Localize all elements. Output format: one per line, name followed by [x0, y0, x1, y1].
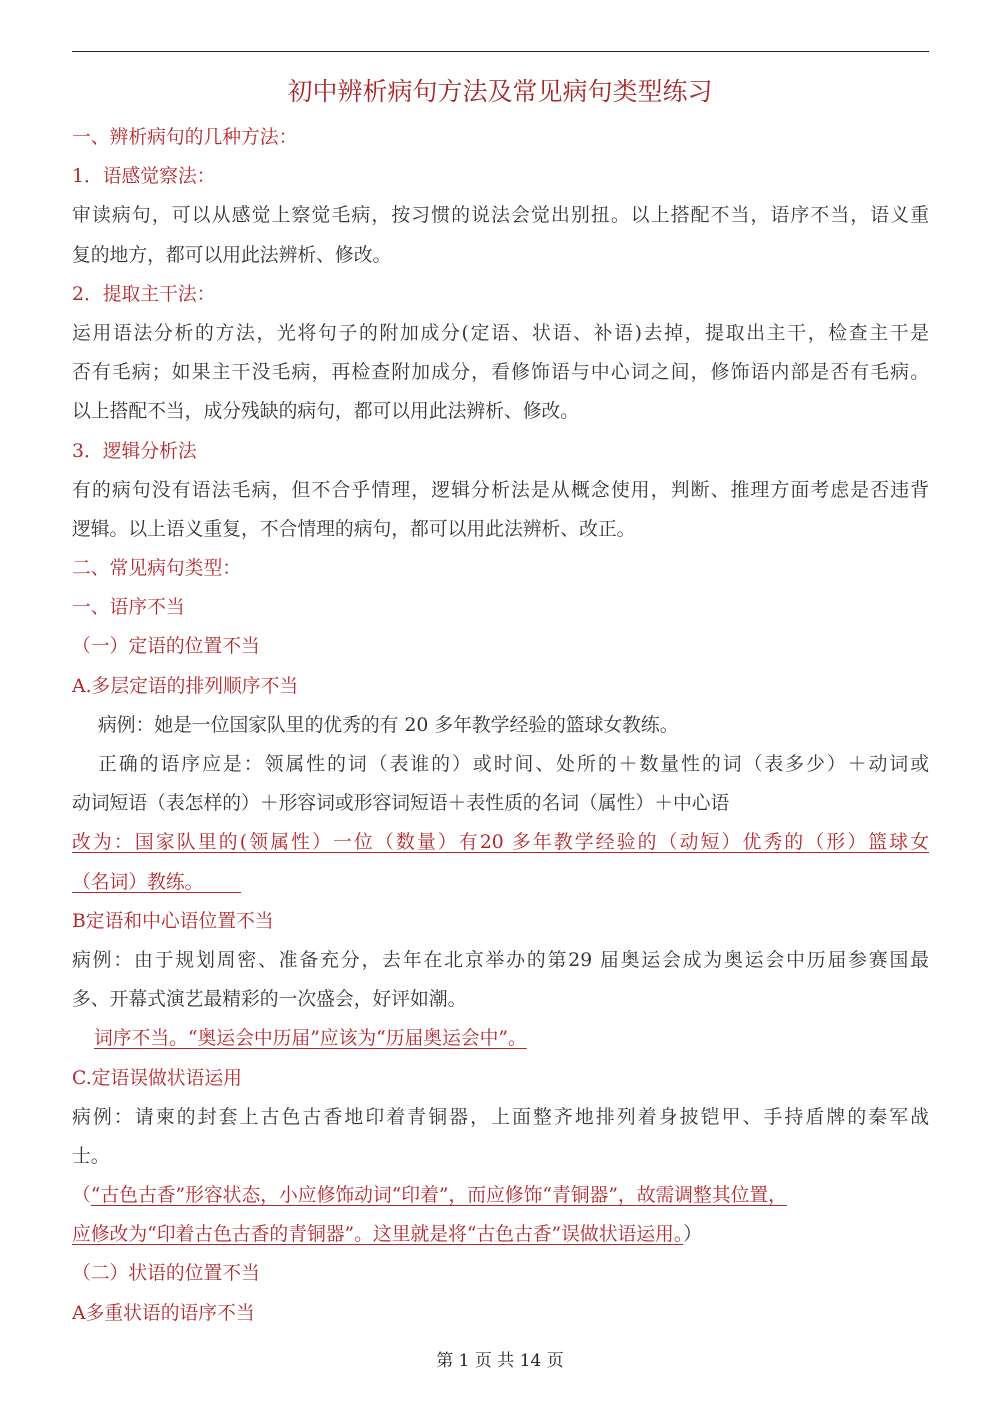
- method-heading: 3．逻辑分析法: [72, 440, 197, 462]
- paragraph-line: 复的地方，都可以用此法辨析、修改。: [72, 244, 392, 266]
- section-heading: 二、常见病句类型：: [72, 558, 242, 580]
- answer-line-wrap: [72, 1215, 929, 1254]
- paragraph-line: 逻辑。以上语义重复，不合情理的病句，都可以用此法辨析、改正。: [72, 518, 636, 540]
- method-heading: 1．语感觉察法：: [72, 166, 216, 188]
- type-heading: C.定语误做状语运用: [72, 1067, 242, 1089]
- type-heading: B定语和中心语位置不当: [72, 910, 274, 932]
- document-body: [72, 118, 929, 1333]
- subsection-heading: 一、语序不当: [72, 597, 185, 619]
- paragraph-line: 审读病句，可以从感觉上察觉毛病，按习惯的说法会觉出别扭。以上搭配不当，语序不当，语义重: [72, 205, 929, 227]
- page-footer: 第 1 页 共 14 页: [436, 1351, 564, 1371]
- paragraph-line: 有的病句没有语法毛病，但不合乎情理，逻辑分析法是从概念使用，判断、推理方面考虑是否违背: [72, 479, 929, 501]
- header-rule: [72, 51, 929, 52]
- rule-line: 动词短语（表怎样的）＋形容词或形容词短语＋表性质的名词（属性）＋中心语: [72, 793, 730, 815]
- answer-line-wrap: [72, 863, 929, 902]
- paragraph-line: 否有毛病；如果主干没毛病，再检查附加成分，看修饰语与中心词之间，修饰语内部是否有毛病。: [72, 362, 929, 384]
- answer-line: 词序不当。“奥运会中历届”应该为“历届奥运会中”。: [94, 1028, 527, 1050]
- answer-line: “古色古香”形容状态，小应修饰动词“印着”，而应修饰“青铜器”，故需调整其位置，: [90, 1185, 787, 1207]
- answer-line-wrap: [72, 1019, 929, 1058]
- example-line: 病例：请柬的封套上古色古香地印着青铜器，上面整齐地排列着身披铠甲、手持盾牌的秦军战: [72, 1106, 929, 1128]
- answer-line: （名词）教练。: [72, 871, 204, 893]
- document-title: 初中辨析病句方法及常见病句类型练习: [287, 77, 713, 106]
- example-line: 多、开幕式演艺最精彩的一次盛会，好评如潮。: [72, 989, 467, 1011]
- subsection-heading: （一）定语的位置不当: [72, 636, 260, 658]
- section-heading: 一、辨析病句的几种方法：: [72, 127, 298, 148]
- answer-line: 改为：国家队里的(领属性）一位（数量）有20 多年教学经验的（动短）优秀的（形）篮球女: [72, 832, 929, 854]
- rule-line: 正确的语序应是：领属性的词（表谁的）或时间、处所的＋数量性的词（表多少）＋动词或: [98, 754, 929, 775]
- answer-line: 应修改为“印着古色古香的青铜器”。这里就是将“古色古香”误做状语运用。: [72, 1224, 684, 1246]
- paren-close: ）: [683, 1224, 703, 1246]
- example-line: 病例：由于规划周密、准备充分，去年在北京举办的第29 届奥运会成为奥运会中历届参赛国最: [72, 949, 929, 971]
- method-heading: 2．提取主干法：: [72, 283, 216, 305]
- paragraph-line: 运用语法分析的方法，光将句子的附加成分(定语、状语、补语)去掉，提取出主干，检查主干是: [72, 322, 929, 344]
- type-heading: A多重状语的语序不当: [72, 1302, 255, 1324]
- example-line: 病例：她是一位国家队里的优秀的有 20 多年教学经验的篮球女教练。: [98, 714, 679, 736]
- example-line: 士。: [72, 1145, 110, 1167]
- underline-pad: [203, 863, 223, 902]
- paragraph-line: 以上搭配不当，成分残缺的病句，都可以用此法辨析、修改。: [72, 401, 580, 423]
- subsection-heading: （二）状语的位置不当: [72, 1263, 260, 1285]
- paren-open: （: [72, 1185, 91, 1207]
- type-heading: A.多层定语的排列顺序不当: [72, 675, 299, 697]
- answer-line-wrap: [72, 1176, 929, 1215]
